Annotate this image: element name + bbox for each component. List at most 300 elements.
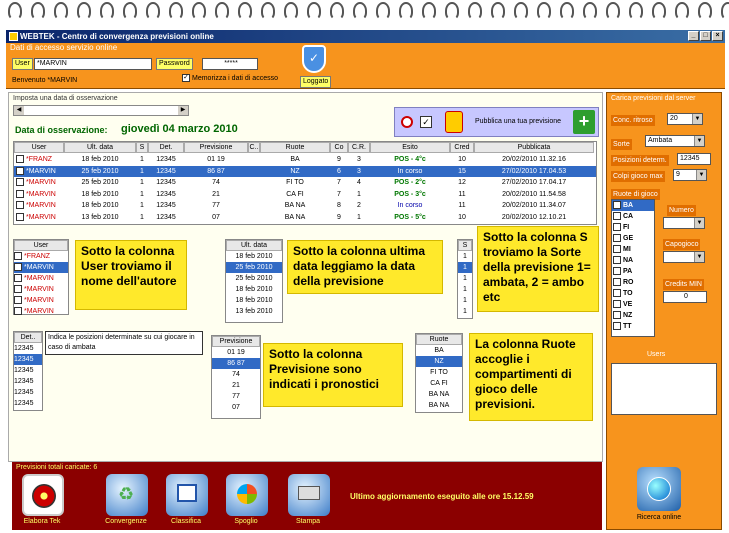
stampa-label: Stampa [295,518,321,525]
user_column-item[interactable] [14,295,68,306]
prev_column-item-text: 01 19 [227,349,245,356]
observation-date-value: giovedì 04 marzo 2010 [121,123,238,135]
table-row[interactable] [14,212,596,223]
table-cell: 01 19 [207,156,225,163]
credits-min-label: Credits MIN [665,281,702,288]
ruota-checkbox-item[interactable] [612,310,654,321]
table-header-cell[interactable]: Ult. data [64,142,136,153]
s_column-header: S [458,240,472,251]
ruota-checkbox-item[interactable] [612,222,654,233]
table-cell [248,189,260,200]
s_column-item-text: 1 [463,297,467,304]
ruota-checkbox[interactable] [613,322,621,330]
ruote_column-item-text: CA FI [430,380,448,387]
app-icon [9,32,18,41]
table-cell: 12345 [156,156,176,163]
ruota-checkbox-item[interactable] [612,266,654,277]
ruote_column-item[interactable] [416,389,462,400]
ruota-checkbox-item[interactable] [612,211,654,222]
colpi-select[interactable] [673,169,707,181]
cancel-icon[interactable] [401,116,413,128]
det_column-item[interactable] [14,398,42,409]
logged-status: Loggato [300,76,331,88]
table-cell: POS - 2°c [394,179,426,186]
date_column-item[interactable] [226,306,282,317]
table-cell: 9 [337,213,341,221]
table-cell: 8 [337,202,341,209]
s_column-item-text: 1 [463,286,467,293]
login-panel [6,43,725,89]
posizioni-label: Posizioni determ. [613,157,667,164]
password-label: Password [156,58,193,70]
prev_column-item[interactable] [212,391,260,402]
printer-icon [298,486,320,500]
user_column-item[interactable] [14,251,68,262]
scroll-right-icon[interactable]: ▶ [178,106,188,115]
posizioni-input[interactable]: 12345 [677,153,711,165]
table-cell: 3 [357,156,361,163]
ruota-checkbox[interactable] [613,278,621,286]
ruota-checkbox[interactable] [613,234,621,242]
users-label: Users [647,351,666,358]
prev_column-item[interactable] [212,347,260,358]
ruota-name: VE [623,301,633,308]
close-button[interactable]: × [712,31,723,41]
spoglio-label: Spoglio [234,518,258,525]
table-row[interactable] [14,189,596,200]
ring-icon [514,2,528,20]
numero-label: Numero [669,207,694,214]
add-icon[interactable]: + [573,110,595,134]
table-cell: 27/02/2010 17.04.53 [501,167,567,175]
ruota-name: FI [623,224,630,231]
table-cell: 11 [458,190,466,198]
ruota-name: PA [623,268,633,275]
row-checkbox[interactable] [14,274,22,282]
ring-icon [8,2,22,20]
table-header-cell[interactable]: Co [330,142,348,153]
windows-logo-icon [237,484,257,504]
classifica-button[interactable] [166,474,208,516]
date-list [225,239,283,323]
ring-icon [537,2,551,20]
convergenze-button[interactable] [106,474,148,516]
s_column-item-text: 1 [463,275,467,282]
table-cell: *MARVIN [26,179,56,186]
date_column-item-text: 13 feb 2010 [235,308,273,315]
date_column-header: Ult. data [226,240,282,251]
ruota-name: RO [623,279,634,286]
table-cell: 13 feb 2010 [81,213,119,221]
table-cell: 25 feb 2010 [81,179,119,186]
det_column-item[interactable] [14,343,42,354]
elabora-tek-button[interactable] [22,474,64,516]
notebook-rings [0,0,729,22]
ring-icon [468,2,482,20]
table-cell: 1 [140,213,144,221]
table-cell: 18 feb 2010 [81,190,119,198]
window-title: WEBTEK - Centro di convergenza previsioni online [20,32,214,41]
prev_column-item-text: 74 [232,371,240,378]
table-row[interactable] [14,200,596,211]
table-cell: 20/02/2010 12.10.21 [501,213,567,221]
publish-toolbar [394,107,599,137]
user_column-item-text: *MARVIN [24,297,54,304]
ring-icon [261,2,275,20]
ruota-checkbox[interactable] [613,289,621,297]
ring-icon [376,2,390,20]
check-icon[interactable]: ✓ [420,116,432,128]
table-cell: 1 [140,167,144,175]
remember-label: Memorizza i dati di accesso [192,74,278,82]
dropdown-arrow-icon[interactable]: ▼ [696,170,706,180]
det_column-item[interactable] [14,365,42,376]
prev_column-item-text: 07 [232,404,240,411]
table-cell: 74 [212,179,220,186]
s_column-item[interactable] [458,295,472,306]
date_column-item-text: 18 feb 2010 [235,297,273,304]
ruota-checkbox[interactable] [613,223,621,231]
stampa-button[interactable] [288,474,330,516]
table-header-cell[interactable]: Previsione [184,142,248,153]
table-cell: 10 [458,156,466,163]
table-cell: 7 [337,179,341,186]
publish-label[interactable]: Pubblica una tua previsione [475,118,562,125]
conc-ritroso-select[interactable] [667,113,703,125]
sorte-value: Ambata [648,137,673,144]
ruota-checkbox[interactable] [613,212,621,220]
table-cell: BA NA [284,213,306,221]
window-titlebar [6,30,725,43]
note-date: Sotto la colonna ultima data leggiamo la data della previsione [287,240,443,294]
elabora-tek-label: Elabora Tek [23,518,61,525]
ring-icon [422,2,436,20]
observation-date-label: Data di osservazione: [15,125,108,135]
ruota-name: TO [623,290,633,297]
note-ruote: La colonna Ruote accoglie i compartimenti di gioco delle previsioni. [469,333,593,421]
numero-select[interactable] [663,217,705,229]
s_column-item-text: 1 [463,253,467,260]
table-cell [248,177,260,188]
table-cell: 1 [140,190,144,198]
ruota-name: TT [623,323,632,330]
conc-ritroso-value: 20 [670,115,678,122]
ring-icon [192,2,206,20]
colpi-label: Colpi gioco max [613,173,663,180]
ring-icon [169,2,183,20]
table-cell: 27/02/2010 17.04.17 [501,179,567,186]
classifica-label: Classifica [171,518,201,525]
table-cell: 12345 [156,190,176,198]
user_column-item-text: *MARVIN [24,275,54,282]
login-section-title: Dati di accesso servizio online [10,43,118,52]
ring-icon [675,2,689,20]
table-cell: In corso [397,167,423,175]
user_column-item-text: *MARVIN [24,264,54,271]
row-checkbox[interactable] [14,285,22,293]
sorte-list [457,239,473,319]
capogioco-select[interactable] [663,251,705,263]
table-cell [248,154,260,165]
ruota-checkbox-item[interactable] [612,200,654,211]
s_column-item[interactable] [458,306,472,317]
ring-icon [238,2,252,20]
table-cell [248,200,260,211]
ring-icon [353,2,367,20]
ruote_column-item-text: BA NA [428,391,450,398]
ruota-checkbox[interactable] [613,201,621,209]
table-header-cell[interactable]: Esito [370,142,450,153]
dropdown-arrow-icon[interactable]: ▼ [692,114,702,124]
ruota-checkbox-item[interactable] [612,321,654,332]
prev_column-item-text: 86 87 [227,360,245,367]
ring-icon [560,2,574,20]
table-cell: BA NA [284,202,306,209]
ruota-checkbox[interactable] [613,300,621,308]
date_column-item-text: 25 feb 2010 [235,264,273,271]
ruota-checkbox-item[interactable] [612,255,654,266]
ruote_column-item-text: NZ [434,358,444,365]
ruote-gioco-label: Ruote di gioco [613,191,658,198]
server-panel [606,92,722,530]
table-header-cell[interactable]: Cred [450,142,474,153]
credits-min-input[interactable]: 0 [663,291,707,303]
prev_column-item[interactable] [212,358,260,369]
date_column-item[interactable] [226,295,282,306]
ring-icon [77,2,91,20]
ruota-name: CA [623,213,634,220]
ring-icon [146,2,160,20]
s_column-item[interactable] [458,262,472,273]
colpi-value: 9 [676,171,680,178]
recycle-icon: ♻ [118,484,135,504]
ring-icon [583,2,597,20]
ring-icon [652,2,666,20]
table-cell: 20/02/2010 11.34.07 [502,202,566,209]
table-cell: POS - 5°c [394,213,426,221]
user_column-item[interactable] [14,273,68,284]
user_column-item-text: *FRANZ [24,253,51,260]
det_column-item-text: 12345 [14,356,34,363]
table-header-cell[interactable]: Ruote [260,142,330,153]
ruote_column-item[interactable] [416,367,462,378]
spoglio-button[interactable] [226,474,268,516]
user_column-item[interactable] [14,306,68,317]
prev_column-item-text: 21 [232,382,240,389]
ruote_column-item[interactable] [416,378,462,389]
user_column-item[interactable] [14,284,68,295]
prev_column-item[interactable] [212,369,260,380]
observation-section-title: Imposta una data di osservazione [13,95,118,102]
table-cell: 7 [337,190,341,198]
table-cell: FI TO [286,179,304,186]
dropdown-arrow-icon[interactable]: ▼ [694,136,704,146]
det-list [13,331,43,411]
det_column-item-text: 12345 [14,367,34,374]
table-cell: 07 [212,213,220,221]
user_column-header: User [14,240,68,251]
user_column-item[interactable] [14,262,68,273]
prev_column-item[interactable] [212,380,260,391]
table-row[interactable] [14,177,596,188]
ring-icon [31,2,45,20]
note-user: Sotto la colonna User troviamo il nome dell'autore [75,240,187,310]
ring-icon [284,2,298,20]
row-checkbox[interactable] [14,307,22,315]
table-cell: *MARVIN [26,202,56,209]
ring-icon [606,2,620,20]
s_column-item[interactable] [458,284,472,295]
ruota-checkbox-item[interactable] [612,233,654,244]
remember-checkbox[interactable]: ✓ Memorizza i dati di accesso [183,74,278,82]
row-checkbox[interactable] [14,252,22,260]
note-previsione: Sotto la colonna Previsione sono indicati i pronostici [263,343,403,407]
minimize-button[interactable]: _ [688,31,699,41]
scroll-left-icon[interactable]: ◀ [14,106,24,115]
table-cell: NZ [290,167,300,175]
ruota-name: MI [623,246,631,253]
ring-icon [215,2,229,20]
server-panel-title: Carica previsioni dal server [611,95,696,102]
table-cell: 12345 [156,213,176,221]
ruota-checkbox-item[interactable] [612,288,654,299]
ricerca-online-button[interactable] [637,467,681,511]
note-sorte: Sotto la colonna S troviamo la Sorte della previsione 1= ambata, 2 = ambo etc [477,226,599,312]
table-cell: 1 [140,156,144,163]
ruote-checklist [611,199,655,337]
s_column-item[interactable] [458,273,472,284]
ruote_column-item-text: BA [434,347,444,354]
ruote_column-item[interactable] [416,356,462,367]
table-cell: 12345 [156,202,176,209]
table-header-cell[interactable]: User [14,142,64,153]
ruota-checkbox[interactable] [613,267,621,275]
table-header-cell[interactable]: C.. [249,144,259,151]
s_column-item[interactable] [458,251,472,262]
det-tooltip: Indica le posizioni determinate su cui giocare in caso di ambata [45,331,203,355]
ruota-checkbox-item[interactable] [612,277,654,288]
ruota-checkbox-item[interactable] [612,299,654,310]
table-cell: 1 [140,202,144,209]
ruote_column-item-text: BA NA [428,402,450,409]
table-header-cell[interactable]: Pubblicata [474,142,594,153]
table-cell: POS - 4°c [394,156,426,163]
table-cell: 6 [337,167,341,175]
dropdown-arrow-icon[interactable]: ▼ [694,252,704,262]
ruote_column-header: Ruote [416,334,462,345]
table-row[interactable] [14,154,596,165]
ruota-checkbox-item[interactable] [612,244,654,255]
ruota-name: NZ [623,312,633,319]
table-cell: 18 feb 2010 [81,202,119,209]
ring-icon [100,2,114,20]
table-cell: 77 [212,202,220,209]
ruota-name: BA [623,202,634,209]
table-header-cell[interactable]: S [136,142,148,153]
table-cell: POS - 3°c [394,190,426,198]
ruote-list [415,333,463,413]
table-cell: 25 feb 2010 [81,167,119,175]
shield-check-icon: ✓ [302,45,326,73]
ring-icon [629,2,643,20]
user_column-item-text: *MARVIN [24,286,54,293]
table-cell: 21 [212,190,220,198]
dropdown-arrow-icon[interactable]: ▼ [694,218,704,228]
table-cell: 18 feb 2010 [81,156,119,163]
det_column-item[interactable] [14,354,42,365]
ruota-checkbox[interactable] [613,256,621,264]
globe-icon [647,477,671,501]
password-input[interactable]: ***** [202,58,258,70]
ruote_column-item[interactable] [416,400,462,411]
table-header-cell[interactable]: Det. [148,142,184,153]
sorte-select[interactable] [645,135,705,147]
det_column-header: Det.. [14,332,42,343]
date_column-item[interactable] [226,251,282,262]
prev_column-header: Previsione [212,336,260,347]
ruota-checkbox[interactable] [613,311,621,319]
ruota-name: NA [623,257,634,264]
user-list [13,239,69,315]
det_column-item-text: 12345 [14,400,34,407]
table-cell: 20/02/2010 11.32.16 [502,156,566,163]
last-update-text: Ultimo aggiornamento eseguito alle ore 15.12.59 [350,492,534,501]
det_column-item[interactable] [14,376,42,387]
row-checkbox[interactable] [14,296,22,304]
date_column-item-text: 18 feb 2010 [235,286,273,293]
date_column-item[interactable] [226,273,282,284]
table-cell: 20/02/2010 11.54.58 [502,190,566,198]
table-cell: 1 [140,179,144,186]
date_column-item-text: 18 feb 2010 [235,253,273,260]
ruote_column-item[interactable] [416,345,462,356]
det_column-item[interactable] [14,387,42,398]
table-cell: 9 [337,156,341,163]
date_column-item[interactable] [226,262,282,273]
table-cell: *MARVIN [26,190,56,198]
ruota-checkbox[interactable] [613,245,621,253]
welcome-text: Benvenuto *MARVIN [12,77,78,84]
window-icon [177,484,197,502]
users-box[interactable] [611,363,717,415]
date-scrollbar[interactable] [13,105,189,116]
total-loaded-text: Previsioni totali caricate: 6 [16,464,98,471]
table-cell: 2 [357,202,361,209]
table-row[interactable] [14,166,596,177]
s_column-item-text: 1 [463,264,467,271]
table-cell: 15 [458,167,466,175]
user-input[interactable]: *MARVIN [34,58,152,70]
jar-icon[interactable] [445,111,463,133]
prev_column-item-text: 77 [232,393,240,400]
maximize-button[interactable]: □ [700,31,711,41]
table-cell: *MARVIN [26,213,56,221]
table-cell: 3 [357,167,361,175]
capogioco-label: Capogioco [665,241,699,248]
det_column-item-text: 12345 [14,345,34,352]
date_column-item[interactable] [226,284,282,295]
user-label: User [12,58,33,70]
prev_column-item[interactable] [212,402,260,413]
table-header-cell[interactable]: C.R. [348,142,370,153]
ring-icon [721,2,729,20]
table-cell: 11 [458,202,466,209]
previsione-list [211,335,261,419]
table-cell: 4 [357,179,361,186]
conc-ritroso-label: Conc. ritroso [613,117,653,124]
row-checkbox[interactable] [14,263,22,271]
table-cell: 12345 [156,167,176,175]
